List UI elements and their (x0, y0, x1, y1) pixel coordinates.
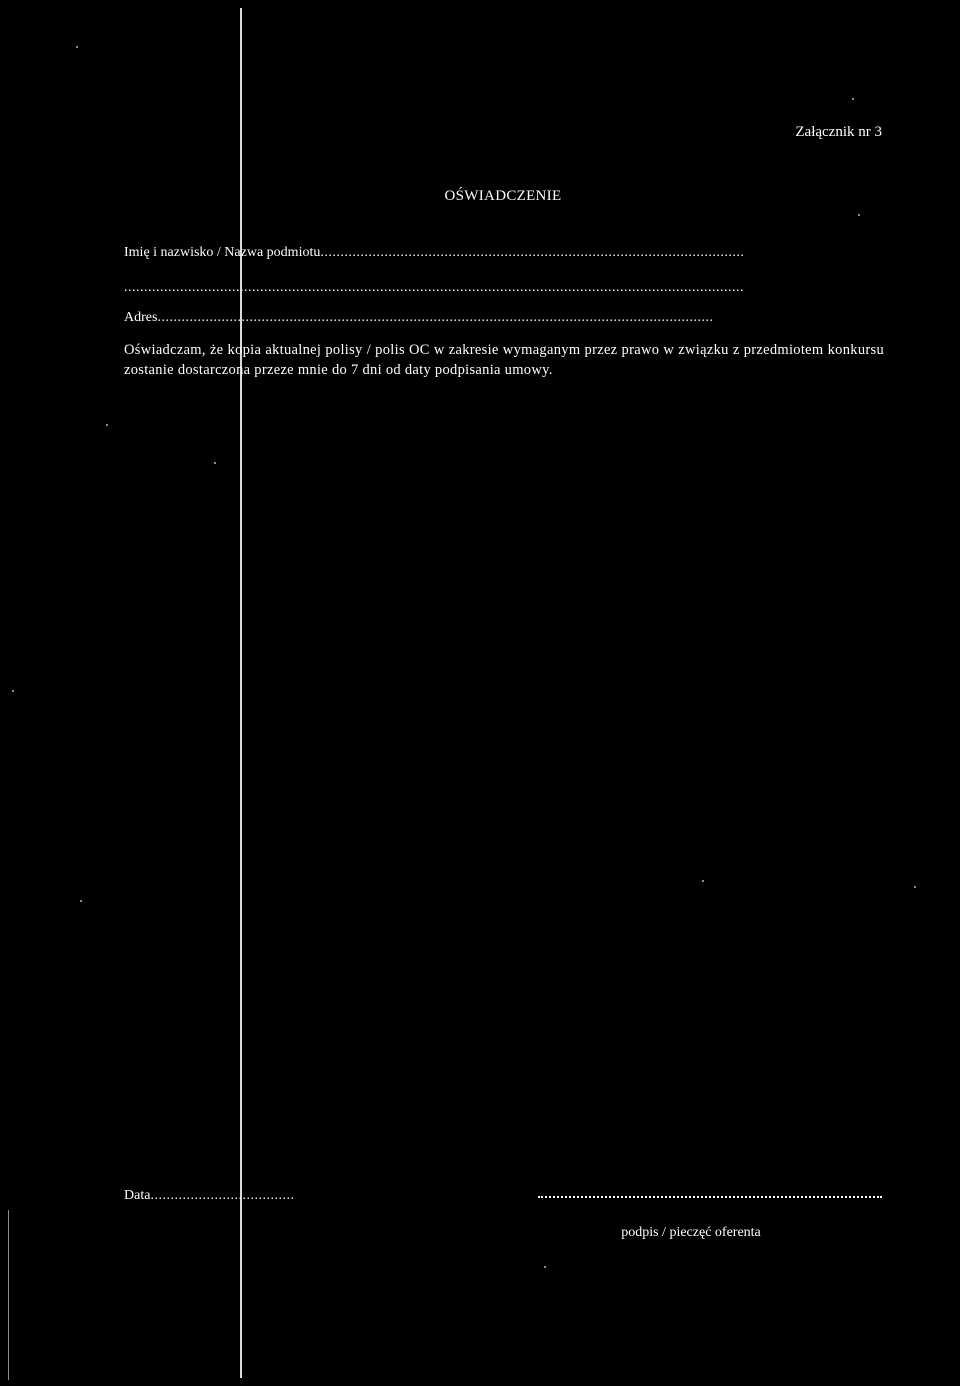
address-field-label: Adres (124, 310, 158, 325)
scan-speck (12, 690, 14, 692)
address-field-dots: ........................................................................................................................................... (157, 310, 714, 325)
name-field-dots: .......................................................................................................... (320, 245, 745, 260)
scan-speck (544, 1266, 546, 1268)
signature-line (538, 1196, 882, 1198)
scan-speck (80, 900, 82, 902)
date-field (124, 1188, 294, 1204)
scan-speck (106, 424, 108, 426)
vertical-rule (240, 8, 242, 1378)
annex-label: Załącznik nr 3 (795, 124, 882, 140)
scan-speck (858, 214, 860, 216)
scan-speck (914, 886, 916, 888)
date-field-dots: .................................... (150, 1188, 295, 1203)
continuation-line (124, 280, 744, 296)
left-edge-rule (8, 1210, 9, 1380)
name-field (124, 245, 744, 261)
statement-text: Oświadczam, że kopia aktualnej polisy / polis OC w zakresie wymaganym przez prawo w związku z przedmiotem konkursu zostanie dostarczona przeze mnie do 7 dni od daty podpisania umowy. (124, 342, 884, 378)
scan-speck (76, 46, 78, 48)
continuation-dots: ........................................................................................................................................................... (124, 280, 744, 295)
scan-speck (702, 880, 704, 882)
scan-speck (852, 98, 854, 100)
signature-label: podpis / pieczęć oferenta (621, 1225, 761, 1240)
document-title: OŚWIADCZENIE (444, 188, 562, 204)
scan-speck (214, 462, 216, 464)
address-field (124, 310, 713, 326)
name-field-label: Imię i nazwisko / Nazwa podmiotu (124, 245, 321, 260)
date-field-label: Data (124, 1188, 151, 1203)
